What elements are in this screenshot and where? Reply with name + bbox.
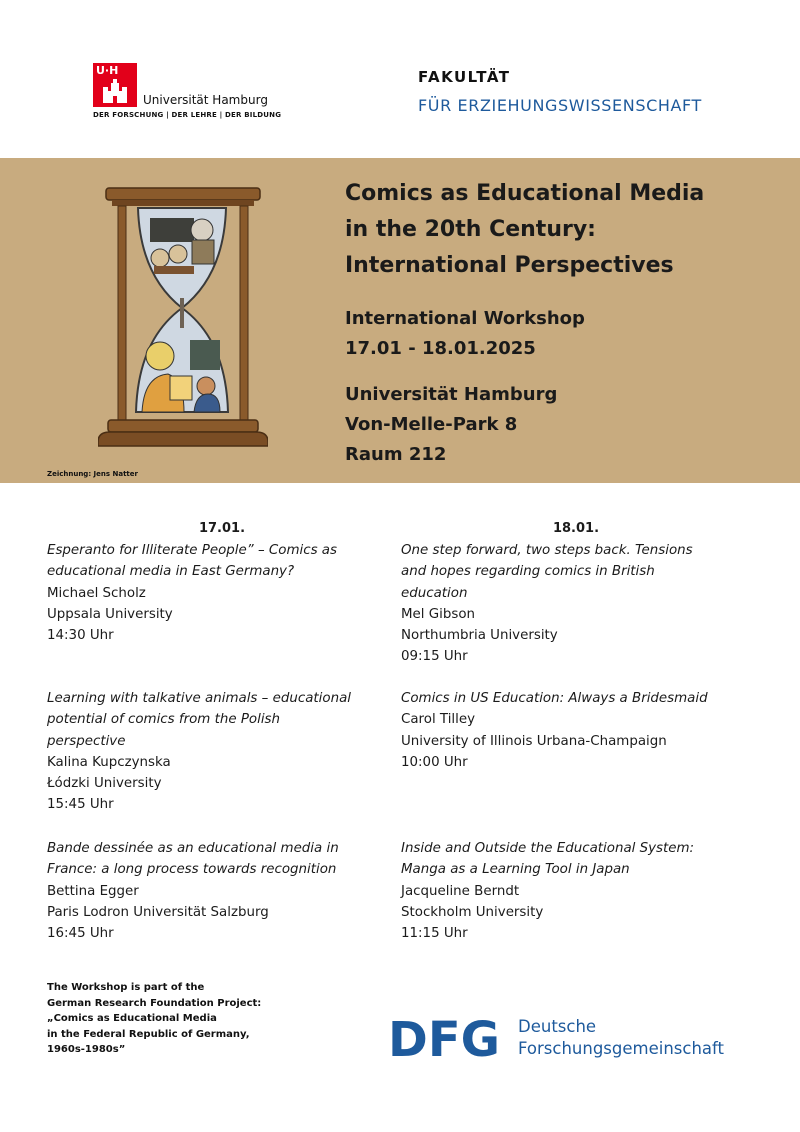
university-hamburg-logo (93, 63, 282, 123)
venue-line: Raum 212 (345, 444, 447, 465)
talk-speaker: Bettina Egger (47, 883, 139, 899)
talk-entry (401, 688, 751, 773)
talk-affiliation: Northumbria University (401, 628, 558, 644)
dfg-logo (388, 1014, 748, 1064)
talk-affiliation: Paris Lodron Universität Salzburg (47, 904, 269, 920)
talk-entry (401, 838, 751, 944)
dfg-name-line: Forschungsgemeinschaft (518, 1039, 725, 1058)
talk-title-line: and hopes regarding comics in British (401, 564, 655, 580)
event-title-line: in the 20th Century: (345, 217, 596, 242)
university-name: Universität Hamburg (143, 93, 268, 107)
talk-title-line: Learning with talkative animals – educational (47, 691, 351, 706)
event-title-line: Comics as Educational Media (345, 181, 705, 206)
talk-title-line: Comics in US Education: Always a Bridesmaid (401, 691, 708, 706)
talk-title-line: Esperanto for Illiterate People” – Comics as (47, 543, 337, 558)
project-note-line: in the Federal Republic of Germany, (47, 1028, 250, 1040)
talk-title-line: perspective (47, 733, 126, 749)
project-note-line: 1960s-1980s” (47, 1044, 126, 1056)
event-type: International Workshop (345, 308, 585, 329)
talk-time: 10:00 Uhr (401, 754, 468, 770)
talk-affiliation: Łódzki University (47, 776, 162, 792)
dfg-wordmark (388, 1016, 502, 1060)
talk-speaker: Mel Gibson (401, 606, 476, 622)
talk-speaker: Kalina Kupczynska (47, 754, 171, 770)
talk-title-line: One step forward, two steps back. Tensions (401, 543, 693, 558)
event-title-line: International Perspectives (345, 253, 674, 278)
dfg-full-name (518, 1016, 724, 1060)
project-note-line: German Research Foundation Project: (47, 997, 262, 1009)
venue-line: Universität Hamburg (345, 384, 558, 405)
talk-entry (401, 540, 751, 668)
dfg-wordmark-text: DFG (388, 1016, 500, 1060)
talk-entry (47, 838, 397, 944)
illustration-credit: Zeichnung: Jens Natter (47, 470, 138, 478)
talk-affiliation: Uppsala University (47, 606, 173, 622)
talk-affiliation: University of Illinois Urbana-Champaign (401, 733, 667, 749)
faculty-name: FÜR ERZIEHUNGSWISSENSCHAFT (418, 96, 702, 115)
project-note-line: „Comics as Educational Media (47, 1013, 217, 1025)
talk-entry (47, 540, 397, 646)
talk-time: 09:15 Uhr (401, 649, 468, 665)
talk-affiliation: Stockholm University (401, 904, 544, 920)
talk-title-line: France: a long process towards recognition (47, 862, 337, 878)
day-date: 17.01. (198, 521, 246, 536)
talk-title-line: educational media in East Germany? (47, 564, 295, 580)
talk-speaker: Carol Tilley (401, 712, 476, 728)
dfg-name-line: Deutsche (518, 1017, 597, 1036)
talk-speaker: Michael Scholz (47, 585, 146, 601)
talk-title-line: Bande dessinée as an educational media in (47, 841, 339, 856)
day-date: 18.01. (552, 521, 600, 536)
talk-speaker: Jacqueline Berndt (401, 883, 520, 899)
project-note (47, 980, 261, 1058)
program-day-2 (401, 518, 751, 942)
event-venue (345, 380, 557, 470)
talk-time: 16:45 Uhr (47, 926, 114, 942)
talk-title-line: Inside and Outside the Educational System: (401, 841, 695, 856)
talk-time: 11:15 Uhr (401, 926, 468, 942)
talk-time: 14:30 Uhr (47, 628, 114, 644)
event-type-and-dates (345, 304, 585, 364)
uhh-emblem-letters: U·H (96, 64, 119, 77)
event-dates: 17.01 - 18.01.2025 (345, 338, 536, 359)
event-title (345, 176, 785, 284)
venue-line: Von-Melle-Park 8 (345, 414, 518, 435)
talk-title-line: Manga as a Learning Tool in Japan (401, 862, 630, 878)
uhh-emblem (93, 63, 137, 107)
hourglass-comic-illustration (98, 180, 268, 460)
castle-icon (101, 79, 129, 105)
event-banner (0, 158, 800, 483)
project-note-line: The Workshop is part of the (47, 982, 205, 993)
talk-time: 15:45 Uhr (47, 797, 114, 813)
talk-title-line: potential of comics from the Polish (47, 712, 281, 728)
talk-title-line: education (401, 585, 468, 601)
university-motto: DER FORSCHUNG | DER LEHRE | DER BILDUNG (93, 111, 282, 119)
faculty-label: FAKULTÄT (418, 68, 511, 86)
program-day-1 (47, 518, 397, 942)
talk-entry (47, 688, 397, 816)
